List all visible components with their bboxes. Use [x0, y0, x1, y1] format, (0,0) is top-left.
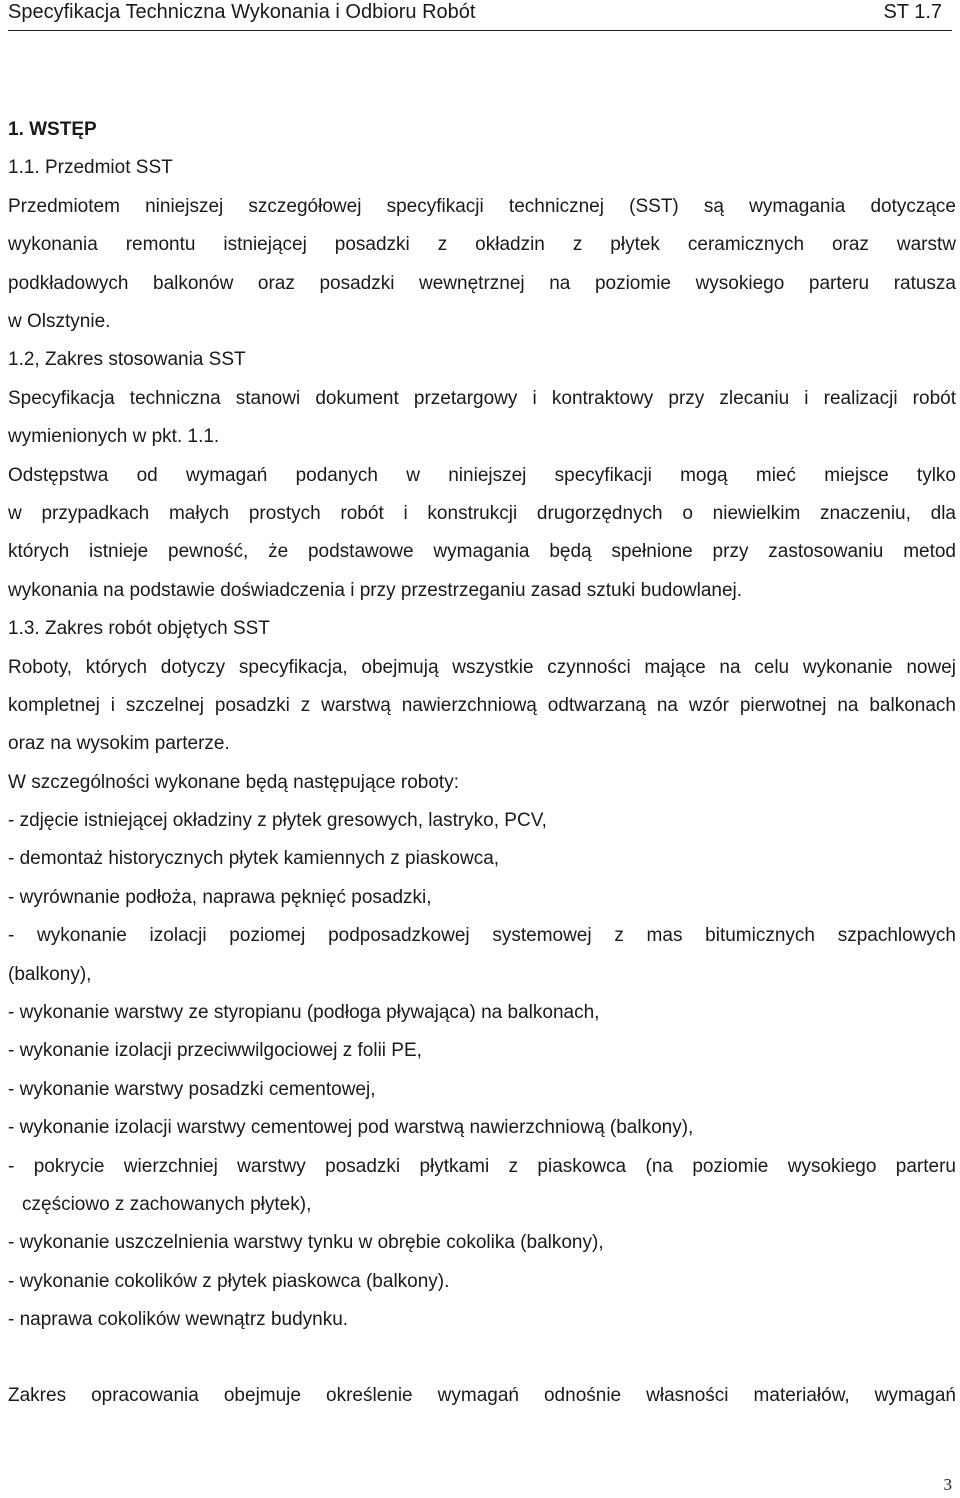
section-heading: 1. WSTĘP — [8, 119, 97, 140]
paragraph-line: podkładowych balkonów oraz posadzki wewnętrznej na poziomie wysokiego parteru ratusza — [8, 273, 956, 294]
paragraph-line: W szczególności wykonane będą następujące roboty: — [8, 772, 459, 793]
subsection-heading-1-2: 1.2, Zakres stosowania SST — [8, 349, 246, 370]
list-item: - wykonanie izolacji warstwy cementowej pod warstwą nawierzchniową (balkony), — [8, 1117, 694, 1138]
subsection-heading-1-1: 1.1. Przedmiot SST — [8, 157, 173, 178]
paragraph-line: Odstępstwa od wymagań podanych w niniejszej specyfikacji mogą mieć miejsce tylko — [8, 465, 956, 486]
paragraph-line: wykonania na podstawie doświadczenia i przy przestrzeganiu zasad sztuki budowlanej. — [8, 580, 743, 601]
paragraph-line: wykonania remontu istniejącej posadzki z okładzin z płytek ceramicznych oraz warstw — [8, 234, 956, 255]
list-item: - wykonanie izolacji przeciwwilgociowej z folii PE, — [8, 1040, 422, 1061]
paragraph-line: których istnieje pewność, że podstawowe wymagania będą spełnione przy zastosowaniu metod — [8, 541, 956, 562]
list-item: - naprawa cokolików wewnątrz budynku. — [8, 1309, 349, 1330]
page-header — [8, 0, 952, 31]
spec-code: ST 1.7 — [883, 1, 942, 23]
paragraph-line: Specyfikacja techniczna stanowi dokument przetargowy i kontraktowy przy zlecaniu i realizacji robót — [8, 388, 956, 409]
list-item: - zdjęcie istniejącej okładziny z płytek gresowych, lastryko, PCV, — [8, 810, 547, 831]
list-item: - wyrównanie podłoża, naprawa pęknięć posadzki, — [8, 887, 432, 908]
paragraph-line: Przedmiotem niniejszej szczegółowej specyfikacji technicznej (SST) są wymagania dotyczące — [8, 196, 956, 217]
list-item: - wykonanie warstwy ze styropianu (podłoga pływająca) na balkonach, — [8, 1002, 600, 1023]
paragraph-line: w przypadkach małych prostych robót i konstrukcji drugorzędnych o niewielkim znaczeniu, dla — [8, 503, 956, 524]
paragraph-line: Roboty, których dotyczy specyfikacja, obejmują wszystkie czynności mające na celu wykonanie nowej — [8, 657, 956, 678]
list-item: - wykonanie warstwy posadzki cementowej, — [8, 1079, 376, 1100]
list-item-continuation: (balkony), — [8, 964, 92, 985]
paragraph-line: w Olsztynie. — [8, 311, 111, 332]
paragraph-line: Zakres opracowania obejmuje określenie wymagań odnośnie własności materiałów, wymagań — [8, 1385, 956, 1406]
list-item: - pokrycie wierzchniej warstwy posadzki płytkami z piaskowca (na poziomie wysokiego parteru — [8, 1156, 956, 1177]
list-item: - demontaż historycznych płytek kamiennych z piaskowca, — [8, 848, 500, 869]
paragraph-line: kompletnej i szczelnej posadzki z warstwą nawierzchniową odtwarzaną na wzór pierwotnej na balkonach — [8, 695, 956, 716]
list-item: - wykonanie cokolików z płytek piaskowca (balkony). — [8, 1271, 450, 1292]
page-number: 3 — [943, 1475, 952, 1494]
list-item: - wykonanie izolacji poziomej podposadzkowej systemowej z mas bitumicznych szpachlowych — [8, 925, 956, 946]
subsection-heading-1-3: 1.3. Zakres robót objętych SST — [8, 618, 270, 639]
list-item-continuation: częściowo z zachowanych płytek), — [22, 1194, 312, 1215]
list-item: - wykonanie uszczelnienia warstwy tynku w obrębie cokolika (balkony), — [8, 1232, 604, 1253]
document-title: Specyfikacja Techniczna Wykonania i Odbioru Robót — [8, 1, 476, 23]
paragraph-line: oraz na wysokim parterze. — [8, 733, 230, 754]
paragraph-line: wymienionych w pkt. 1.1. — [8, 426, 220, 447]
